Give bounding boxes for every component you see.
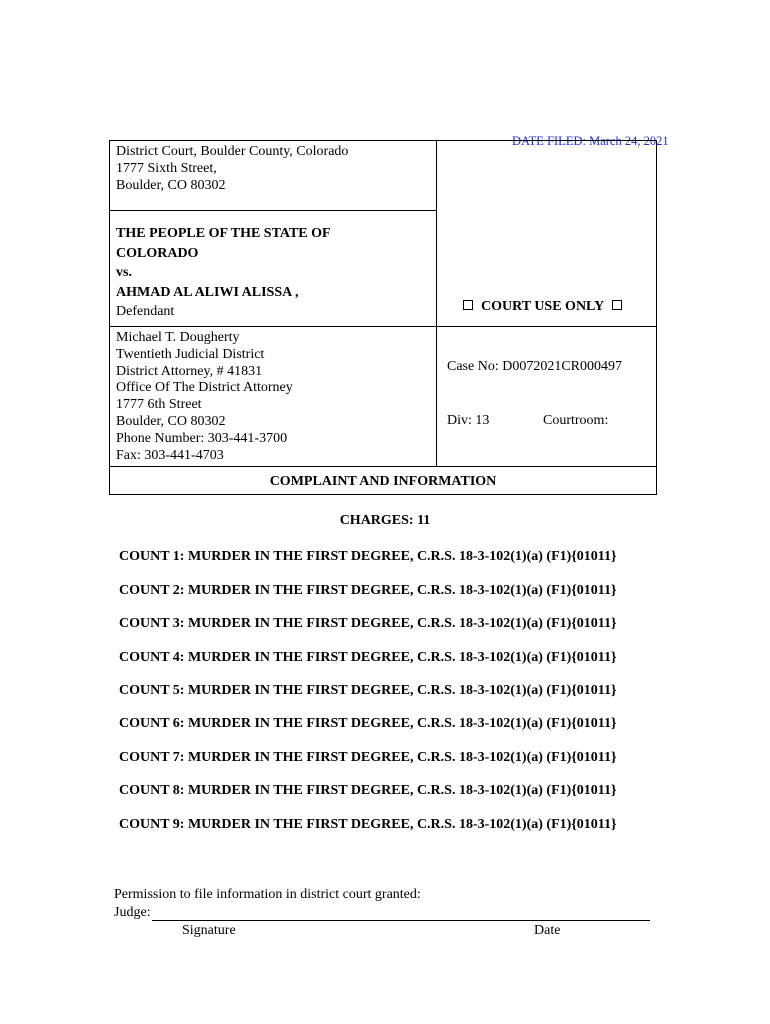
charges-label: CHARGES — [339, 513, 409, 528]
attorney-office: Office Of The District Attorney — [116, 380, 293, 396]
signature-underline — [152, 905, 650, 921]
plaintiff-line-1: THE PEOPLE OF THE STATE OF — [116, 226, 331, 241]
count-item: COUNT 4: MURDER IN THE FIRST DEGREE, C.R.S. 18-3-102(1)(a) (F1){01011} — [119, 650, 617, 665]
count-item: COUNT 2: MURDER IN THE FIRST DEGREE, C.R.S. 18-3-102(1)(a) (F1){01011} — [119, 583, 617, 598]
parties-cell — [110, 211, 437, 327]
court-use-cell — [437, 141, 656, 327]
plaintiff-line-2: COLORADO — [116, 245, 199, 261]
checkbox-left-icon — [463, 300, 473, 310]
defendant-name: AHMAD AL ALIWI ALISSA , — [116, 284, 299, 300]
defendant-label: Defendant — [116, 304, 175, 319]
case-info-cell — [437, 327, 656, 467]
count-item: COUNT 8: MURDER IN THE FIRST DEGREE, C.R.S. 18-3-102(1)(a) (F1){01011} — [119, 783, 617, 798]
count-item: COUNT 3: MURDER IN THE FIRST DEGREE, C.R.S. 18-3-102(1)(a) (F1){01011} — [119, 616, 617, 631]
date-filed-stamp: DATE FILED: March 24, 2021 — [512, 134, 669, 148]
court-info-cell — [110, 141, 437, 211]
versus-label: vs. — [116, 265, 132, 280]
judge-signature-line — [114, 905, 650, 921]
attorney-city: Boulder, CO 80302 — [116, 413, 226, 429]
attorney-fax: Fax: 303-441-4703 — [116, 447, 224, 463]
attorney-name: Michael T. Dougherty — [116, 330, 240, 345]
checkbox-right-icon — [612, 300, 622, 310]
signature-label: Signature — [182, 923, 236, 938]
courtroom-label: Courtroom: — [543, 413, 609, 428]
count-item: COUNT 1: MURDER IN THE FIRST DEGREE, C.R.S. 18-3-102(1)(a) (F1){01011} — [119, 549, 617, 564]
judge-label: Judge: — [114, 905, 151, 920]
court-name: District Court, Boulder County, Colorado — [116, 144, 349, 159]
attorney-district: Twentieth Judicial District — [116, 346, 265, 362]
case-number: Case No: D0072021CR000497 — [447, 359, 622, 374]
attorney-registration: District Attorney, # 41831 — [116, 363, 263, 379]
count-item: COUNT 6: MURDER IN THE FIRST DEGREE, C.R.S. 18-3-102(1)(a) (F1){01011} — [119, 716, 617, 731]
charges-count: : 11 — [408, 513, 431, 528]
attorney-street: 1777 6th Street — [116, 397, 202, 413]
count-item: COUNT 9: MURDER IN THE FIRST DEGREE, C.R.S. 18-3-102(1)(a) (F1){01011} — [119, 817, 617, 832]
count-item: COUNT 7: MURDER IN THE FIRST DEGREE, C.R.S. 18-3-102(1)(a) (F1){01011} — [119, 750, 617, 765]
document-title: COMPLAINT AND INFORMATION — [269, 474, 497, 489]
date-label: Date — [534, 923, 561, 938]
charges-heading — [0, 513, 770, 529]
division-number: Div: 13 — [447, 413, 490, 428]
permission-statement: Permission to file information in district court granted: — [114, 887, 421, 902]
attorney-info-cell — [110, 327, 437, 467]
court-street: 1777 Sixth Street, — [116, 161, 217, 176]
court-use-only-label — [455, 299, 630, 315]
court-use-only-text: COURT USE ONLY — [481, 299, 605, 314]
court-city: Boulder, CO 80302 — [116, 178, 226, 193]
count-item: COUNT 5: MURDER IN THE FIRST DEGREE, C.R.S. 18-3-102(1)(a) (F1){01011} — [119, 683, 617, 698]
case-caption-table — [109, 140, 657, 495]
attorney-phone: Phone Number: 303-441-3700 — [116, 430, 288, 446]
